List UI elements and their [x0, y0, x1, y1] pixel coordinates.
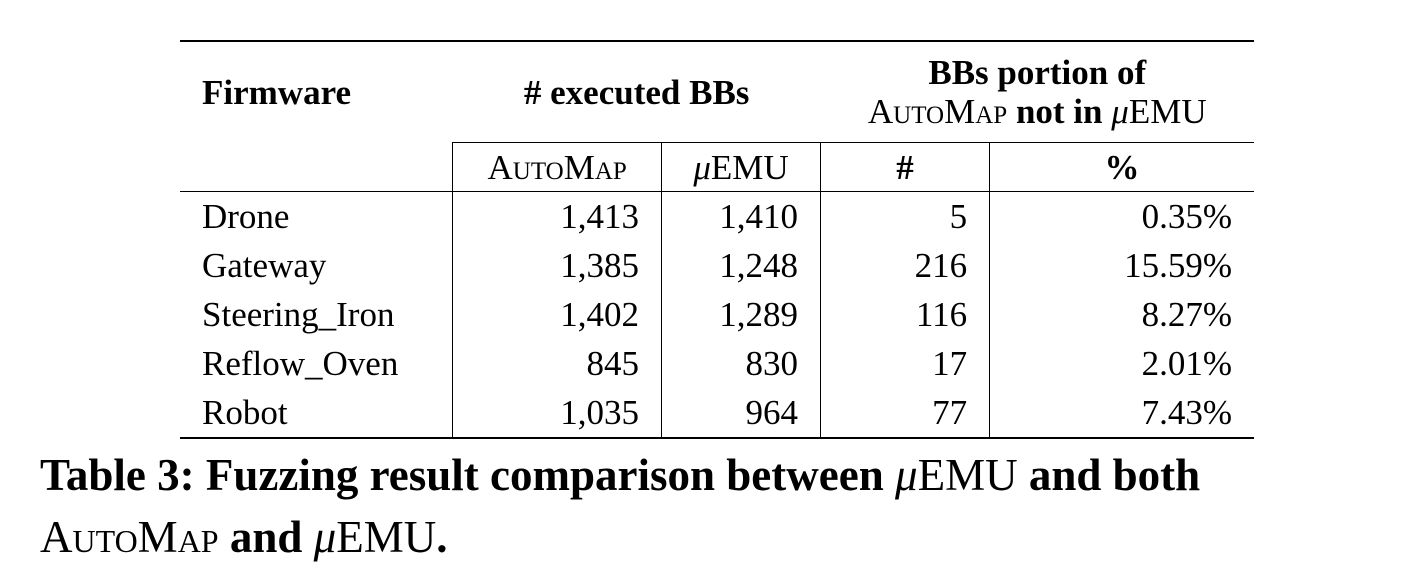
subheader-count: # [821, 143, 990, 192]
cell-muemu: 830 [662, 339, 821, 388]
header-portion-mu: μ [1111, 92, 1129, 131]
cell-muemu: 1,410 [662, 192, 821, 242]
cell-percent: 0.35% [1141, 197, 1232, 236]
fuzzing-results-table [180, 40, 1254, 439]
cell-muemu: 1,248 [662, 241, 821, 290]
cell-percent: 8.27% [1141, 295, 1232, 334]
header-firmware: Firmware [180, 41, 453, 143]
subheader-muemu [662, 143, 821, 192]
table-row [180, 192, 1254, 242]
cell-firmware: Steering_Iron [180, 290, 453, 339]
subheader-percent: % [990, 143, 1254, 192]
caption-prefix: Table 3: Fuzzing result comparison between [40, 450, 895, 500]
cell-count: 116 [821, 290, 990, 339]
header-executed-bbs: # executed BBs [453, 41, 821, 143]
table-row [180, 388, 1254, 438]
caption-emu-2: EMU [336, 512, 437, 562]
cell-muemu: 964 [662, 388, 821, 438]
subheader-emu: EMU [710, 147, 789, 187]
header-portion-not-in: not in [1007, 92, 1112, 131]
cell-firmware: Drone [180, 192, 453, 242]
header-portion-emu: EMU [1128, 92, 1207, 131]
cell-percent: 2.01% [1141, 344, 1232, 383]
caption-emu-1: EMU [917, 450, 1018, 500]
subheader-automap [453, 143, 662, 192]
cell-muemu: 1,289 [662, 290, 821, 339]
caption-automap: AutoMap [40, 512, 219, 562]
header-portion-line2 [821, 90, 1255, 143]
cell-automap: 1,035 [453, 388, 662, 438]
table-caption [40, 444, 1400, 568]
cell-firmware: Robot [180, 388, 453, 438]
cell-firmware: Reflow_Oven [180, 339, 453, 388]
caption-mu-2: μ [313, 512, 337, 562]
caption-mu-1: μ [894, 450, 918, 500]
header-portion-automap: AutoMap [867, 92, 1008, 131]
header-portion-line1: BBs portion of [821, 41, 1255, 90]
caption-and: and [218, 512, 314, 562]
cell-automap: 1,402 [453, 290, 662, 339]
table-row [180, 290, 1254, 339]
subheader-automap-text: AutoMap [487, 147, 627, 187]
results-table-container [180, 40, 1254, 439]
cell-count: 5 [821, 192, 990, 242]
cell-automap: 1,413 [453, 192, 662, 242]
cell-percent: 15.59% [1124, 246, 1232, 285]
cell-firmware: Gateway [180, 241, 453, 290]
cell-count: 77 [821, 388, 990, 438]
caption-end: . [436, 512, 448, 562]
cell-percent: 7.43% [990, 388, 1254, 438]
table-row [180, 241, 1254, 290]
caption-middle: and both [1017, 450, 1201, 500]
cell-automap: 845 [453, 339, 662, 388]
cell-count: 17 [821, 339, 990, 388]
header-firmware-spacer [180, 143, 453, 192]
cell-count: 216 [821, 241, 990, 290]
cell-automap: 1,385 [453, 241, 662, 290]
subheader-mu: μ [693, 147, 711, 187]
table-row [180, 339, 1254, 388]
